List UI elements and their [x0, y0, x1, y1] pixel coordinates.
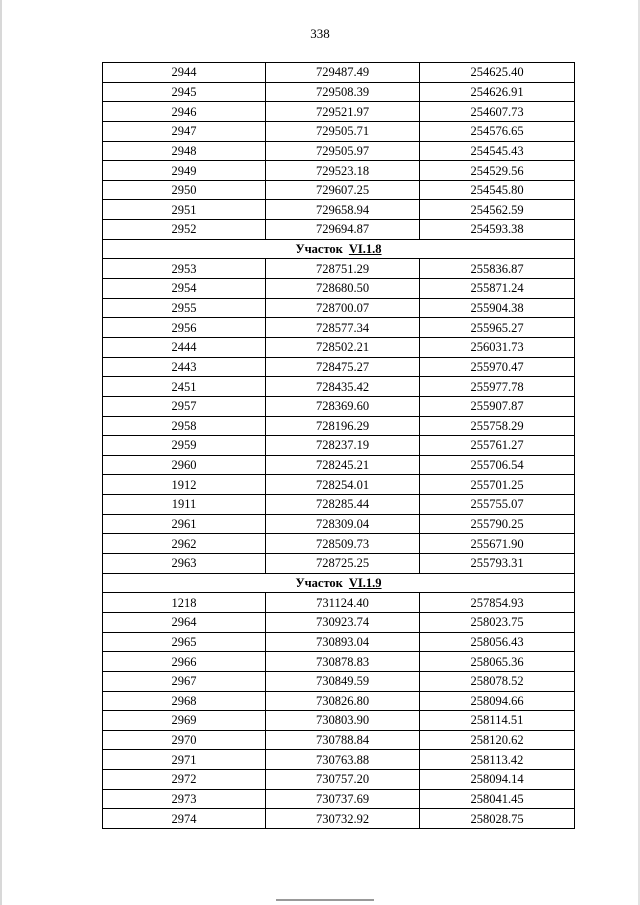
y-coordinate-cell: 258028.75: [420, 809, 575, 829]
table-row: [103, 750, 575, 770]
x-coordinate-cell: 728680.50: [266, 279, 420, 299]
x-coordinate-cell: 730878.83: [266, 652, 420, 672]
y-coordinate-cell: 255706.54: [420, 455, 575, 475]
table-row: [103, 416, 575, 436]
point-number-cell: 2954: [103, 279, 266, 299]
table-row: [103, 554, 575, 574]
x-coordinate-cell: 728245.21: [266, 455, 420, 475]
page-number: 338: [310, 26, 330, 41]
table-row: [103, 770, 575, 790]
table-row: [103, 220, 575, 240]
y-coordinate-cell: 258056.43: [420, 632, 575, 652]
y-coordinate-cell: 258114.51: [420, 711, 575, 731]
table-row: [103, 337, 575, 357]
y-coordinate-cell: 254576.65: [420, 121, 575, 141]
y-coordinate-cell: 255793.31: [420, 554, 575, 574]
y-coordinate-cell: 258065.36: [420, 652, 575, 672]
point-number-cell: 2960: [103, 455, 266, 475]
x-coordinate-cell: 728509.73: [266, 534, 420, 554]
section-label: Участок: [295, 242, 343, 257]
y-coordinate-cell: 255977.78: [420, 377, 575, 397]
point-number-cell: 2944: [103, 63, 266, 83]
table-row: [103, 82, 575, 102]
y-coordinate-cell: 258113.42: [420, 750, 575, 770]
y-coordinate-cell: 254545.43: [420, 141, 575, 161]
point-number-cell: 2948: [103, 141, 266, 161]
x-coordinate-cell: 730757.20: [266, 770, 420, 790]
table-row: [103, 632, 575, 652]
x-coordinate-cell: 728751.29: [266, 259, 420, 279]
x-coordinate-cell: 729607.25: [266, 180, 420, 200]
point-number-cell: 2973: [103, 789, 266, 809]
table-row: [103, 534, 575, 554]
point-number-cell: 2959: [103, 436, 266, 456]
y-coordinate-cell: 255758.29: [420, 416, 575, 436]
point-number-cell: 1911: [103, 495, 266, 515]
point-number-cell: 2443: [103, 357, 266, 377]
y-coordinate-cell: 258120.62: [420, 730, 575, 750]
x-coordinate-cell: 728237.19: [266, 436, 420, 456]
y-coordinate-cell: 255970.47: [420, 357, 575, 377]
y-coordinate-cell: 255836.87: [420, 259, 575, 279]
y-coordinate-cell: 255761.27: [420, 436, 575, 456]
point-number-cell: 2972: [103, 770, 266, 790]
point-number-cell: 2974: [103, 809, 266, 829]
y-coordinate-cell: 257854.93: [420, 593, 575, 613]
point-number-cell: 2962: [103, 534, 266, 554]
y-coordinate-cell: 255755.07: [420, 495, 575, 515]
x-coordinate-cell: 729694.87: [266, 220, 420, 240]
x-coordinate-cell: 731124.40: [266, 593, 420, 613]
y-coordinate-cell: 256031.73: [420, 337, 575, 357]
table-row: [103, 200, 575, 220]
x-coordinate-cell: 728577.34: [266, 318, 420, 338]
section-label: Участок: [295, 575, 343, 590]
x-coordinate-cell: 730893.04: [266, 632, 420, 652]
table-row: [103, 730, 575, 750]
table-row: [103, 711, 575, 731]
x-coordinate-cell: 729487.49: [266, 63, 420, 83]
x-coordinate-cell: 729505.71: [266, 121, 420, 141]
y-coordinate-cell: 255904.38: [420, 298, 575, 318]
x-coordinate-cell: 728435.42: [266, 377, 420, 397]
table-row: [103, 161, 575, 181]
table-row: [103, 593, 575, 613]
table-row: [103, 259, 575, 279]
table-row: [103, 121, 575, 141]
y-coordinate-cell: 255871.24: [420, 279, 575, 299]
x-coordinate-cell: 730923.74: [266, 612, 420, 632]
point-number-cell: 2968: [103, 691, 266, 711]
section-id: VI.1.9: [348, 575, 382, 590]
y-coordinate-cell: 258041.45: [420, 789, 575, 809]
table-row: [103, 377, 575, 397]
y-coordinate-cell: 255907.87: [420, 396, 575, 416]
point-number-cell: 2964: [103, 612, 266, 632]
x-coordinate-cell: 728700.07: [266, 298, 420, 318]
point-number-cell: 2947: [103, 121, 266, 141]
point-number-cell: 2953: [103, 259, 266, 279]
y-coordinate-cell: 254545.80: [420, 180, 575, 200]
x-coordinate-cell: 730788.84: [266, 730, 420, 750]
scan-bottom-mark: [276, 899, 374, 901]
section-header-row: [103, 239, 575, 259]
x-coordinate-cell: 728254.01: [266, 475, 420, 495]
point-number-cell: 2966: [103, 652, 266, 672]
x-coordinate-cell: 730732.92: [266, 809, 420, 829]
y-coordinate-cell: 255671.90: [420, 534, 575, 554]
table-row: [103, 102, 575, 122]
table-row: [103, 279, 575, 299]
x-coordinate-cell: 730763.88: [266, 750, 420, 770]
x-coordinate-cell: 730737.69: [266, 789, 420, 809]
x-coordinate-cell: 730849.59: [266, 671, 420, 691]
point-number-cell: 2965: [103, 632, 266, 652]
table-row: [103, 141, 575, 161]
coordinates-table-body: [103, 63, 575, 829]
x-coordinate-cell: 730826.80: [266, 691, 420, 711]
table-row: [103, 612, 575, 632]
section-header: [103, 573, 575, 593]
x-coordinate-cell: 729508.39: [266, 82, 420, 102]
table-row: [103, 475, 575, 495]
point-number-cell: 2952: [103, 220, 266, 240]
x-coordinate-cell: 728369.60: [266, 396, 420, 416]
table-row: [103, 514, 575, 534]
point-number-cell: 2971: [103, 750, 266, 770]
y-coordinate-cell: 258094.14: [420, 770, 575, 790]
table-row: [103, 789, 575, 809]
table-row: [103, 436, 575, 456]
point-number-cell: 2951: [103, 200, 266, 220]
x-coordinate-cell: 728285.44: [266, 495, 420, 515]
y-coordinate-cell: 254562.59: [420, 200, 575, 220]
x-coordinate-cell: 729505.97: [266, 141, 420, 161]
point-number-cell: 2970: [103, 730, 266, 750]
x-coordinate-cell: 729658.94: [266, 200, 420, 220]
section-header: [103, 239, 575, 259]
point-number-cell: 2451: [103, 377, 266, 397]
table-row: [103, 318, 575, 338]
table-row: [103, 455, 575, 475]
point-number-cell: 2969: [103, 711, 266, 731]
y-coordinate-cell: 254529.56: [420, 161, 575, 181]
coordinates-table: [102, 62, 575, 829]
point-number-cell: 2961: [103, 514, 266, 534]
section-header-row: [103, 573, 575, 593]
y-coordinate-cell: 255965.27: [420, 318, 575, 338]
point-number-cell: 2444: [103, 337, 266, 357]
y-coordinate-cell: 254626.91: [420, 82, 575, 102]
table-row: [103, 691, 575, 711]
point-number-cell: 2957: [103, 396, 266, 416]
scan-edge-left: [0, 0, 2, 905]
table-row: [103, 357, 575, 377]
x-coordinate-cell: 728309.04: [266, 514, 420, 534]
table-row: [103, 63, 575, 83]
point-number-cell: 1218: [103, 593, 266, 613]
point-number-cell: 2963: [103, 554, 266, 574]
point-number-cell: 2945: [103, 82, 266, 102]
y-coordinate-cell: 255701.25: [420, 475, 575, 495]
x-coordinate-cell: 730803.90: [266, 711, 420, 731]
point-number-cell: 2956: [103, 318, 266, 338]
table-row: [103, 809, 575, 829]
x-coordinate-cell: 729523.18: [266, 161, 420, 181]
y-coordinate-cell: 258094.66: [420, 691, 575, 711]
table-row: [103, 671, 575, 691]
table-row: [103, 495, 575, 515]
x-coordinate-cell: 728475.27: [266, 357, 420, 377]
table-row: [103, 298, 575, 318]
x-coordinate-cell: 728502.21: [266, 337, 420, 357]
y-coordinate-cell: 255790.25: [420, 514, 575, 534]
point-number-cell: 1912: [103, 475, 266, 495]
x-coordinate-cell: 729521.97: [266, 102, 420, 122]
y-coordinate-cell: 258023.75: [420, 612, 575, 632]
table-row: [103, 396, 575, 416]
y-coordinate-cell: 254625.40: [420, 63, 575, 83]
point-number-cell: 2949: [103, 161, 266, 181]
section-id: VI.1.8: [348, 242, 382, 257]
x-coordinate-cell: 728725.25: [266, 554, 420, 574]
y-coordinate-cell: 254593.38: [420, 220, 575, 240]
point-number-cell: 2950: [103, 180, 266, 200]
y-coordinate-cell: 258078.52: [420, 671, 575, 691]
point-number-cell: 2955: [103, 298, 266, 318]
point-number-cell: 2967: [103, 671, 266, 691]
point-number-cell: 2946: [103, 102, 266, 122]
point-number-cell: 2958: [103, 416, 266, 436]
y-coordinate-cell: 254607.73: [420, 102, 575, 122]
table-row: [103, 652, 575, 672]
x-coordinate-cell: 728196.29: [266, 416, 420, 436]
table-row: [103, 180, 575, 200]
